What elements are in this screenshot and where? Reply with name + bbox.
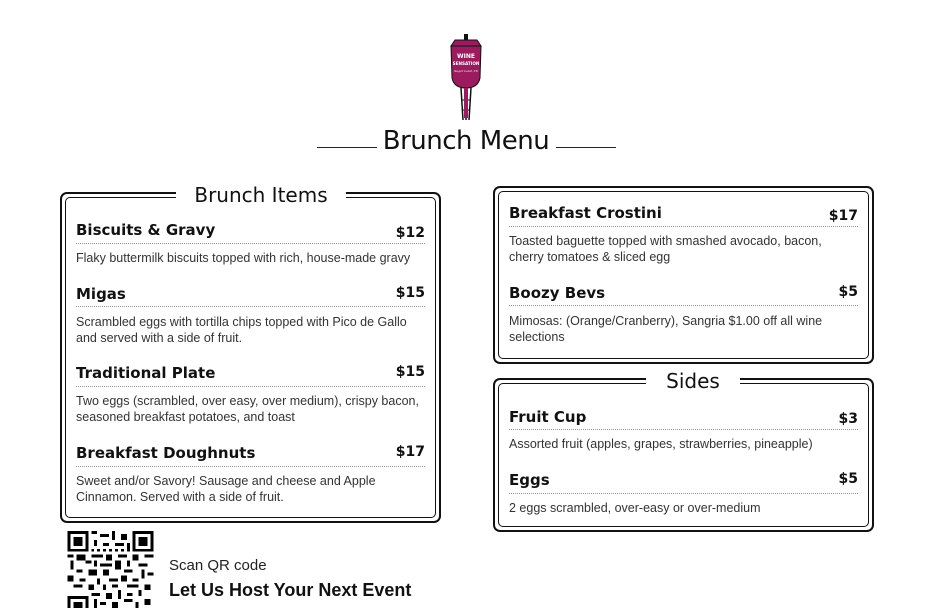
logo-text-line2: SENSATION xyxy=(452,61,480,66)
item-divider xyxy=(76,306,425,307)
menu-item-description: Assorted fruit (apples, grapes, strawberries, pineapple) xyxy=(509,437,813,451)
menu-item-price: $5 xyxy=(838,471,858,487)
menu-item-price: $15 xyxy=(395,285,425,301)
menu-item-price: $17 xyxy=(828,208,858,224)
item-divider xyxy=(76,386,425,387)
panel-inner-border xyxy=(65,197,436,518)
logo-text-line1: WINE xyxy=(457,53,475,60)
host-event-cta: Let Us Host Your Next Event xyxy=(169,580,412,600)
menu-item-description: Scrambled eggs with tortilla chips topped with Pico de Gallo and served with a side of fruit. xyxy=(76,315,407,345)
menu-item-name: Traditional Plate xyxy=(76,364,216,382)
menu-item-price: $5 xyxy=(838,284,858,300)
item-divider xyxy=(76,466,425,467)
title-rule-right xyxy=(556,147,616,148)
menu-item-name: Migas xyxy=(76,285,126,303)
item-divider xyxy=(509,429,858,430)
qr-code[interactable] xyxy=(67,531,154,608)
menu-item-description: 2 eggs scrambled, over-easy or over-medium xyxy=(509,501,761,515)
brunch-items-heading: Brunch Items xyxy=(176,183,346,207)
page-title: Brunch Menu xyxy=(382,126,550,156)
menu-item-description: Toasted baguette topped with smashed avocado, bacon, cherry tomatoes & sliced egg xyxy=(509,234,822,264)
qr-label: Scan QR code xyxy=(169,557,267,574)
menu-item-name: Eggs xyxy=(509,471,550,489)
menu-item-name: Fruit Cup xyxy=(509,408,587,426)
sides-heading: Sides xyxy=(646,369,740,393)
menu-item-name: Breakfast Doughnuts xyxy=(76,444,256,462)
wine-sensation-logo xyxy=(447,32,485,120)
menu-item-description: Sweet and/or Savory! Sausage and cheese and Apple Cinnamon. Served with a side of fruit. xyxy=(76,474,376,504)
menu-item-name: Biscuits & Gravy xyxy=(76,221,216,239)
item-divider xyxy=(76,243,425,244)
item-divider xyxy=(509,493,858,494)
menu-item-price: $12 xyxy=(395,225,425,241)
menu-item-description: Flaky buttermilk biscuits topped with rich, house-made gravy xyxy=(76,251,411,265)
menu-item-price: $15 xyxy=(395,364,425,380)
menu-item-name: Breakfast Crostini xyxy=(509,204,662,222)
logo-tagline: Sugar Land, TX xyxy=(454,69,478,73)
item-divider xyxy=(509,305,858,306)
menu-item-description: Two eggs (scrambled, over easy, over medium), crispy bacon, seasoned breakfast potatoes, and toast xyxy=(76,394,419,424)
menu-item-name: Boozy Bevs xyxy=(509,284,606,302)
menu-item-price: $17 xyxy=(395,444,425,460)
menu-item-description: Mimosas: (Orange/Cranberry), Sangria $1.00 off all wine selections xyxy=(509,314,823,344)
title-rule-left xyxy=(317,147,377,148)
item-divider xyxy=(509,226,858,227)
menu-item-price: $3 xyxy=(838,411,858,427)
